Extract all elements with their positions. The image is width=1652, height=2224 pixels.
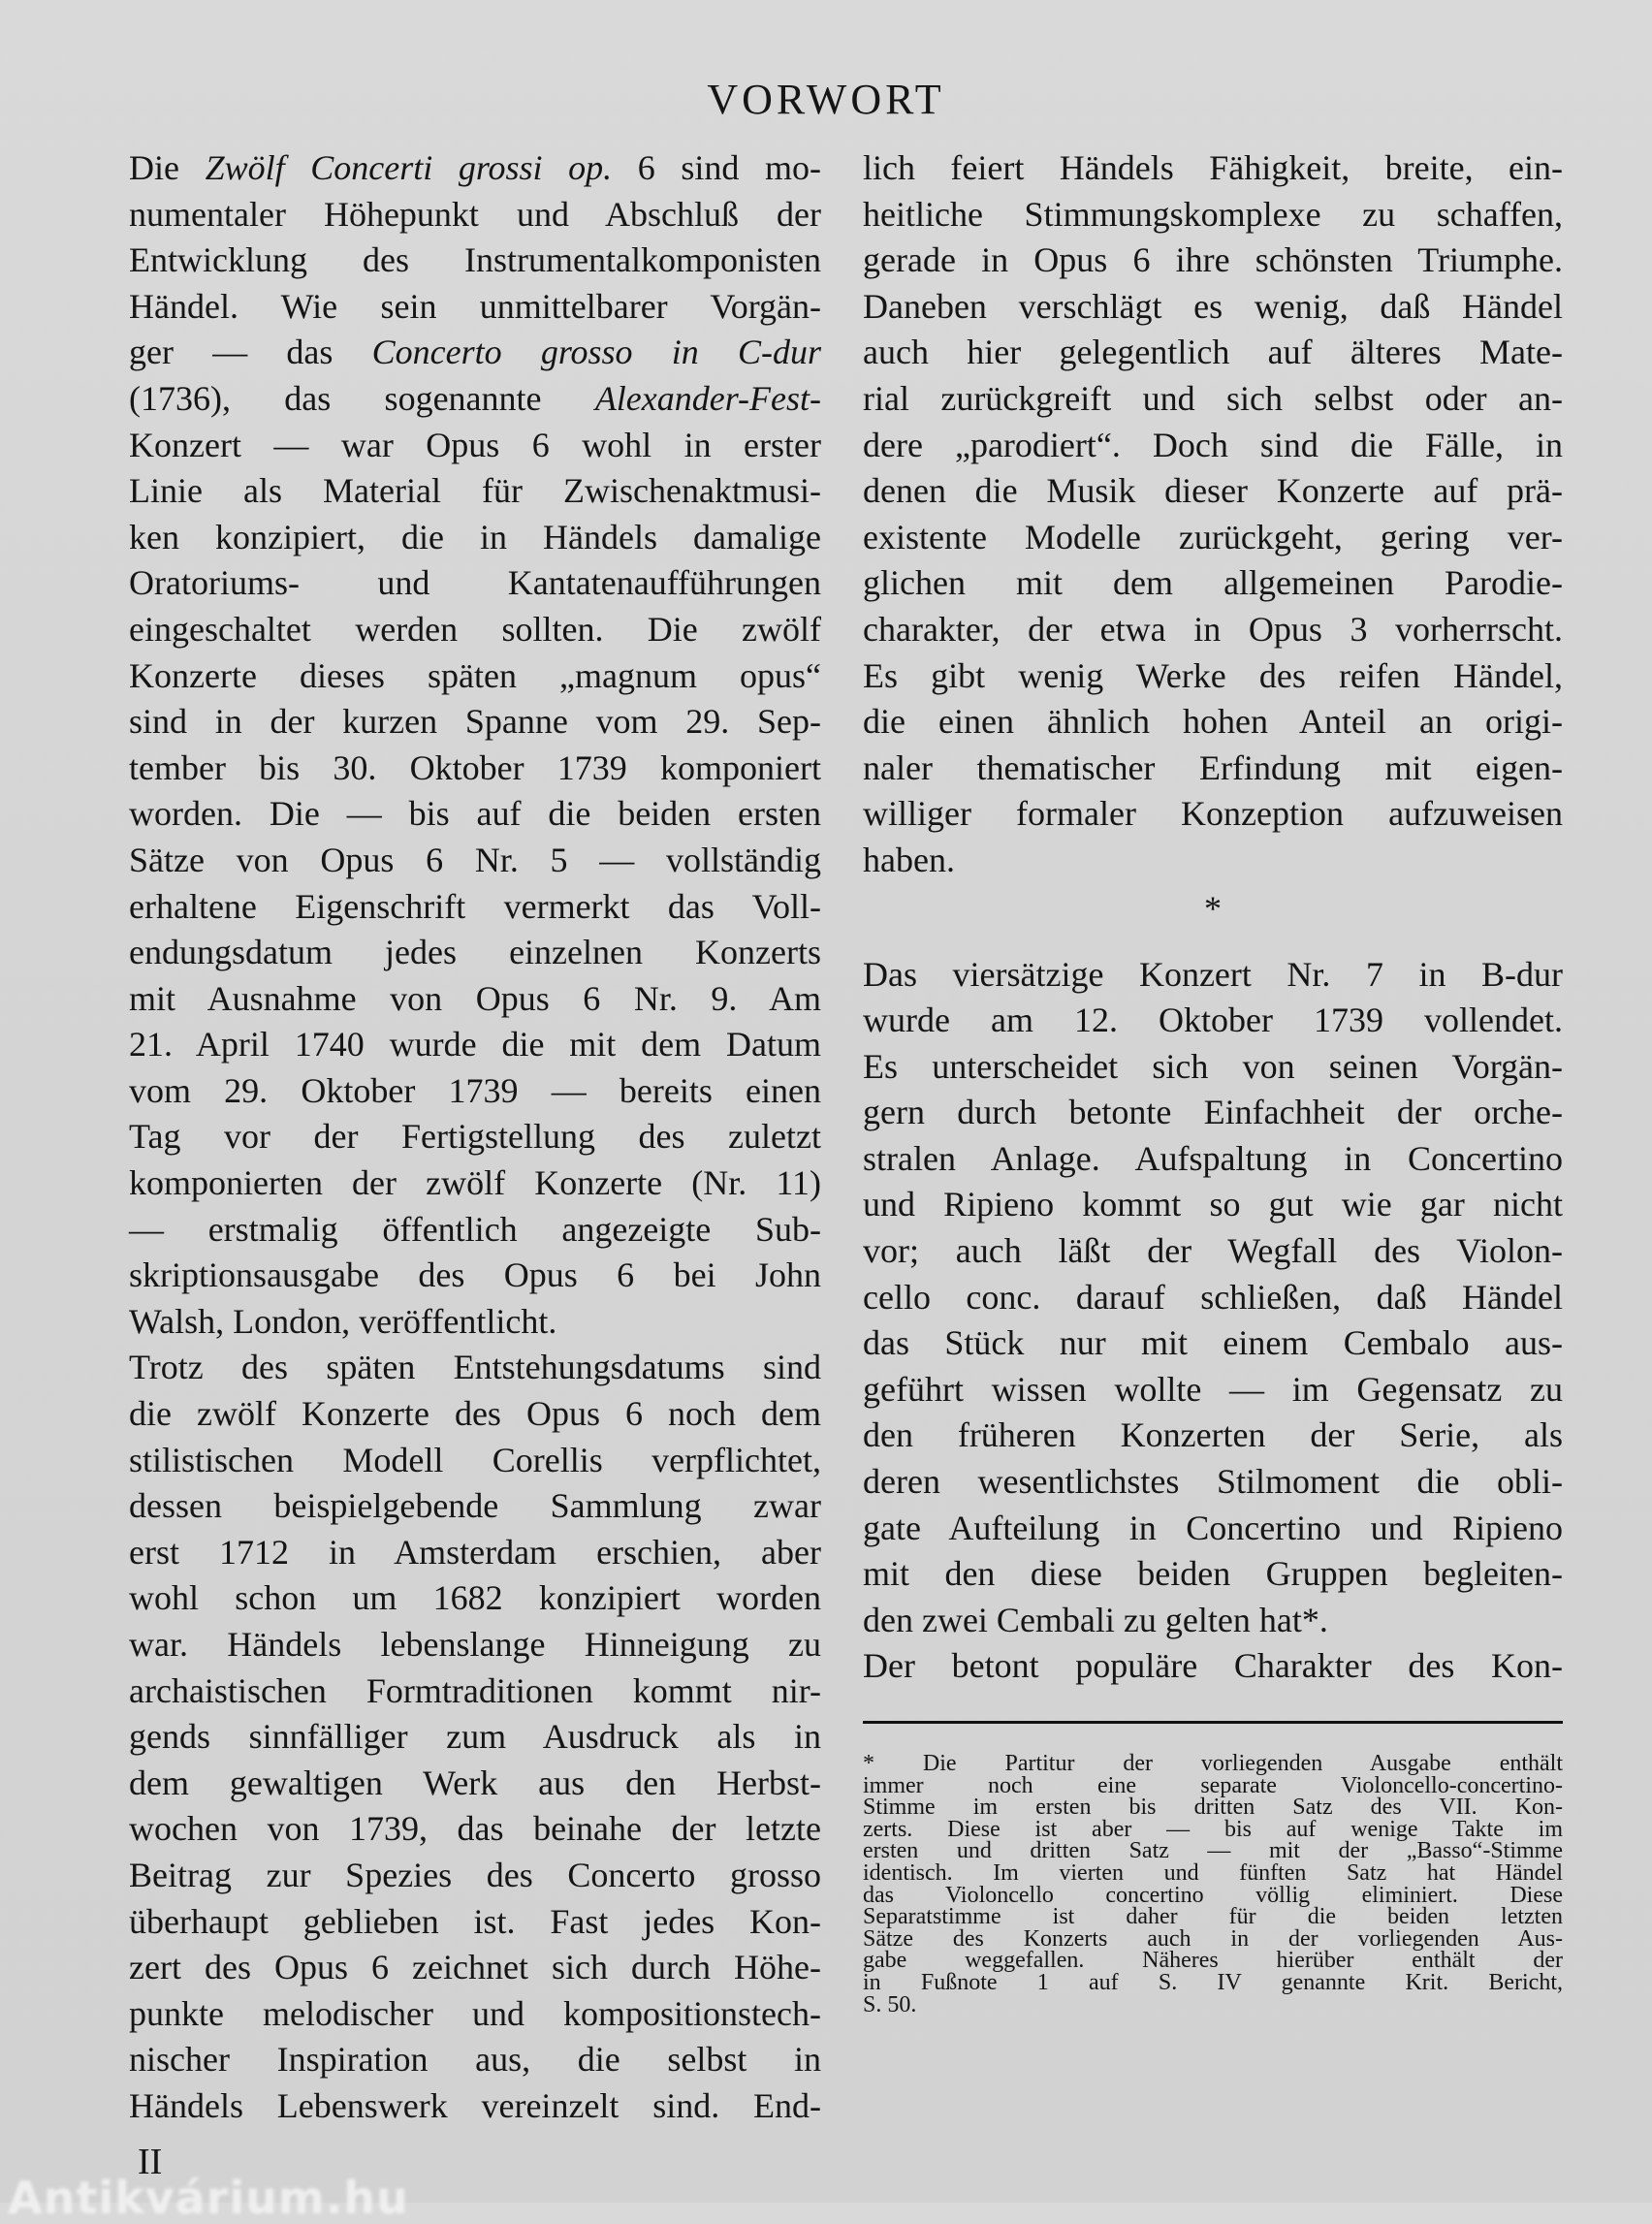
footnote xyxy=(863,1753,1563,2016)
text-line: Das viersätzige Konzert Nr. 7 in B-dur xyxy=(863,954,1563,994)
text-line: Daneben verschlägt es wenig, daß Händel xyxy=(863,286,1563,326)
text-line: * Die Partitur der vorliegenden Ausgabe enthält xyxy=(863,1751,1563,1776)
left-column xyxy=(129,145,821,2130)
text-line: Sätze des Konzerts auch in der vorliegenden Aus- xyxy=(863,1925,1563,1952)
text-line: Die Zwölf Concerti grossi op. 6 sind mo- xyxy=(129,148,821,187)
text-line: in Fußnote 1 auf S. IV genannte Krit. Bericht, xyxy=(863,1969,1563,1995)
text-line: dere „parodiert“. Doch sind die Fälle, in xyxy=(863,425,1563,464)
text-line: gends sinnfälliger zum Ausdruck als in xyxy=(129,1717,821,1757)
text-line: zert des Opus 6 zeichnet sich durch Höhe- xyxy=(129,1948,821,1987)
text-line: wohl schon um 1682 konzipiert worden xyxy=(129,1578,821,1618)
text-line: williger formaler Konzeption aufzuweisen xyxy=(863,794,1563,834)
text-line: mit den diese beiden Gruppen begleiten- xyxy=(863,1554,1563,1594)
right-section-1 xyxy=(863,145,1563,884)
text-line: worden. Die — bis auf die beiden ersten xyxy=(129,794,821,834)
text-line: identisch. Im vierten und fünften Satz hat Händel xyxy=(863,1859,1563,1886)
text-line: archaistischen Formtraditionen kommt nir- xyxy=(129,1670,821,1710)
text-line: 21. April 1740 wurde die mit dem Datum xyxy=(129,1025,821,1064)
text-line: cello conc. darauf schließen, daß Händel xyxy=(863,1277,1563,1317)
right-section-2 xyxy=(863,952,1563,1691)
italic-title: Zwölf Concerti grossi op. xyxy=(205,148,613,187)
separator-spacer xyxy=(863,933,1563,952)
text-line: eingeschaltet werden sollten. Die zwölf xyxy=(129,609,821,649)
text-line: mit Ausnahme von Opus 6 Nr. 9. Am xyxy=(129,978,821,1018)
text-line: nischer Inspiration aus, die selbst in xyxy=(129,2040,821,2080)
section-separator-asterisk: * xyxy=(1204,888,1222,928)
text-line: erst 1712 in Amsterdam erschien, aber xyxy=(129,1532,821,1572)
text-line: endungsdatum jedes einzelnen Konzerts xyxy=(129,933,821,972)
text-line: überhaupt geblieben ist. Fast jedes Kon- xyxy=(129,1901,821,1941)
right-column xyxy=(863,145,1563,1690)
text-line: Separatstimme ist daher für die beiden letzten xyxy=(863,1904,1563,1930)
text-line: charakter, der etwa in Opus 3 vorherrscht. xyxy=(863,609,1563,649)
text-line: Stimme im ersten bis dritten Satz des VII. Kon- xyxy=(863,1795,1563,1821)
italic-title: Concerto grosso in C-dur xyxy=(371,333,821,372)
text-line: Händel. Wie sein unmittelbarer Vorgän- xyxy=(129,286,821,326)
text-line: Sätze von Opus 6 Nr. 5 — vollständig xyxy=(129,840,821,879)
text-line: deren wesentlichstes Stilmoment die obli- xyxy=(863,1462,1563,1502)
text-line: dem gewaltigen Werk aus den Herbst- xyxy=(129,1763,821,1802)
text-line: denen die Musik dieser Konzerte auf prä- xyxy=(863,471,1563,511)
text-line: rial zurückgreift und sich selbst oder an- xyxy=(863,378,1563,418)
text-line: naler thematischer Erfindung mit eigen- xyxy=(863,747,1563,787)
text-line: Konzerte dieses späten „magnum opus“ xyxy=(129,655,821,695)
text-line: heitliche Stimmungskomplexe zu schaffen, xyxy=(863,194,1563,234)
text-line: Der betont populäre Charakter des Kon- xyxy=(863,1646,1563,1686)
text-line: numentaler Höhepunkt und Abschluß der xyxy=(129,194,821,234)
text-line: wurde am 12. Oktober 1739 vollendet. xyxy=(863,1001,1563,1040)
text-line: Oratoriums- und Kantatenaufführungen xyxy=(129,563,821,603)
page-number: II xyxy=(138,2142,163,2182)
text-line: (1736), das sogenannte Alexander-Fest- xyxy=(129,378,821,418)
text-line: skriptionsausgabe des Opus 6 bei John xyxy=(129,1255,821,1295)
text-line: zerts. Diese ist aber — bis auf wenige Takte im xyxy=(863,1816,1563,1842)
text-line: Entwicklung des Instrumentalkomponisten xyxy=(129,240,821,280)
text-line: vor; auch läßt der Wegfall des Violon- xyxy=(863,1231,1563,1271)
text-line: — erstmalig öffentlich angezeigte Sub- xyxy=(129,1209,821,1249)
text-line: wochen von 1739, das beinahe der letzte xyxy=(129,1809,821,1849)
text-line: existente Modelle zurückgeht, gering ver- xyxy=(863,517,1563,556)
text-line: Walsh, London, veröffentlicht. xyxy=(129,1301,557,1341)
text-line: Trotz des späten Entstehungsdatums sind xyxy=(129,1348,821,1387)
text-line: gate Aufteilung in Concertino und Ripieno xyxy=(863,1508,1563,1547)
text-line: vom 29. Oktober 1739 — bereits einen xyxy=(129,1070,821,1110)
text-line: gern durch betonte Einfachheit der orche- xyxy=(863,1093,1563,1132)
text-line: und Ripieno kommt so gut wie gar nicht xyxy=(863,1185,1563,1224)
text-line: Linie als Material für Zwischenaktmusi- xyxy=(129,471,821,511)
text-line: sind in der kurzen Spanne vom 29. Sep- xyxy=(129,702,821,742)
text-line: Konzert — war Opus 6 wohl in erster xyxy=(129,425,821,464)
text-line: den früheren Konzerten der Serie, als xyxy=(863,1415,1563,1455)
text-line: geführt wissen wollte — im Gegensatz zu xyxy=(863,1369,1563,1409)
text-line: gerade in Opus 6 ihre schönsten Triumphe. xyxy=(863,240,1563,280)
text-line: lich feiert Händels Fähigkeit, breite, ein- xyxy=(863,148,1563,187)
text-line: Tag vor der Fertigstellung des zuletzt xyxy=(129,1117,821,1157)
text-line: dessen beispielgebende Sammlung zwar xyxy=(129,1486,821,1526)
text-line: das Stück nur mit einem Cembalo aus- xyxy=(863,1323,1563,1363)
watermark: Antikvárium.hu xyxy=(8,2172,409,2224)
text-line: ken konzipiert, die in Händels damalige xyxy=(129,517,821,556)
text-line: den zwei Cembali zu gelten hat*. xyxy=(863,1600,1328,1639)
text-line: punkte melodischer und kompositionstech- xyxy=(129,1993,821,2033)
text-line: gabe weggefallen. Näheres hierüber enthält der xyxy=(863,1948,1563,1974)
text-line: glichen mit dem allgemeinen Parodie- xyxy=(863,563,1563,603)
text-line: Es unterscheidet sich von seinen Vorgän- xyxy=(863,1046,1563,1086)
text-line: stralen Anlage. Aufspaltung in Concertino xyxy=(863,1138,1563,1178)
text-line: die einen ähnlich hohen Anteil an origi- xyxy=(863,702,1563,742)
text-line: Händels Lebenswerk vereinzelt sind. End- xyxy=(129,2085,821,2125)
text-line: erhaltene Eigenschrift vermerkt das Voll- xyxy=(129,886,821,926)
text-line: immer noch eine separate Violoncello-concertino- xyxy=(863,1772,1563,1798)
footnote-rule xyxy=(863,1721,1563,1724)
italic-title: Alexander-Fest- xyxy=(594,378,821,418)
text-line: das Violoncello concertino völlig eliminiert. Diese xyxy=(863,1882,1563,1908)
text-line: S. 50. xyxy=(863,1991,917,2017)
text-line: tember bis 30. Oktober 1739 komponiert xyxy=(129,747,821,787)
text-line: auch hier gelegentlich auf älteres Mate- xyxy=(863,333,1563,372)
text-line: Es gibt wenig Werke des reifen Händel, xyxy=(863,655,1563,695)
text-line: ger — das Concerto grosso in C-dur xyxy=(129,333,821,372)
text-line: komponierten der zwölf Konzerte (Nr. 11) xyxy=(129,1163,821,1203)
page-title: VORWORT xyxy=(707,76,945,124)
text-line: Beitrag zur Spezies des Concerto grosso xyxy=(129,1855,821,1894)
text-line: war. Händels lebenslange Hinneigung zu xyxy=(129,1625,821,1664)
text-line: stilistischen Modell Corellis verpflichtet, xyxy=(129,1440,821,1479)
text-line: die zwölf Konzerte des Opus 6 noch dem xyxy=(129,1394,821,1434)
text-line: ersten und dritten Satz — mit der „Basso“-Stimme xyxy=(863,1838,1563,1864)
text-line: haben. xyxy=(863,840,955,879)
